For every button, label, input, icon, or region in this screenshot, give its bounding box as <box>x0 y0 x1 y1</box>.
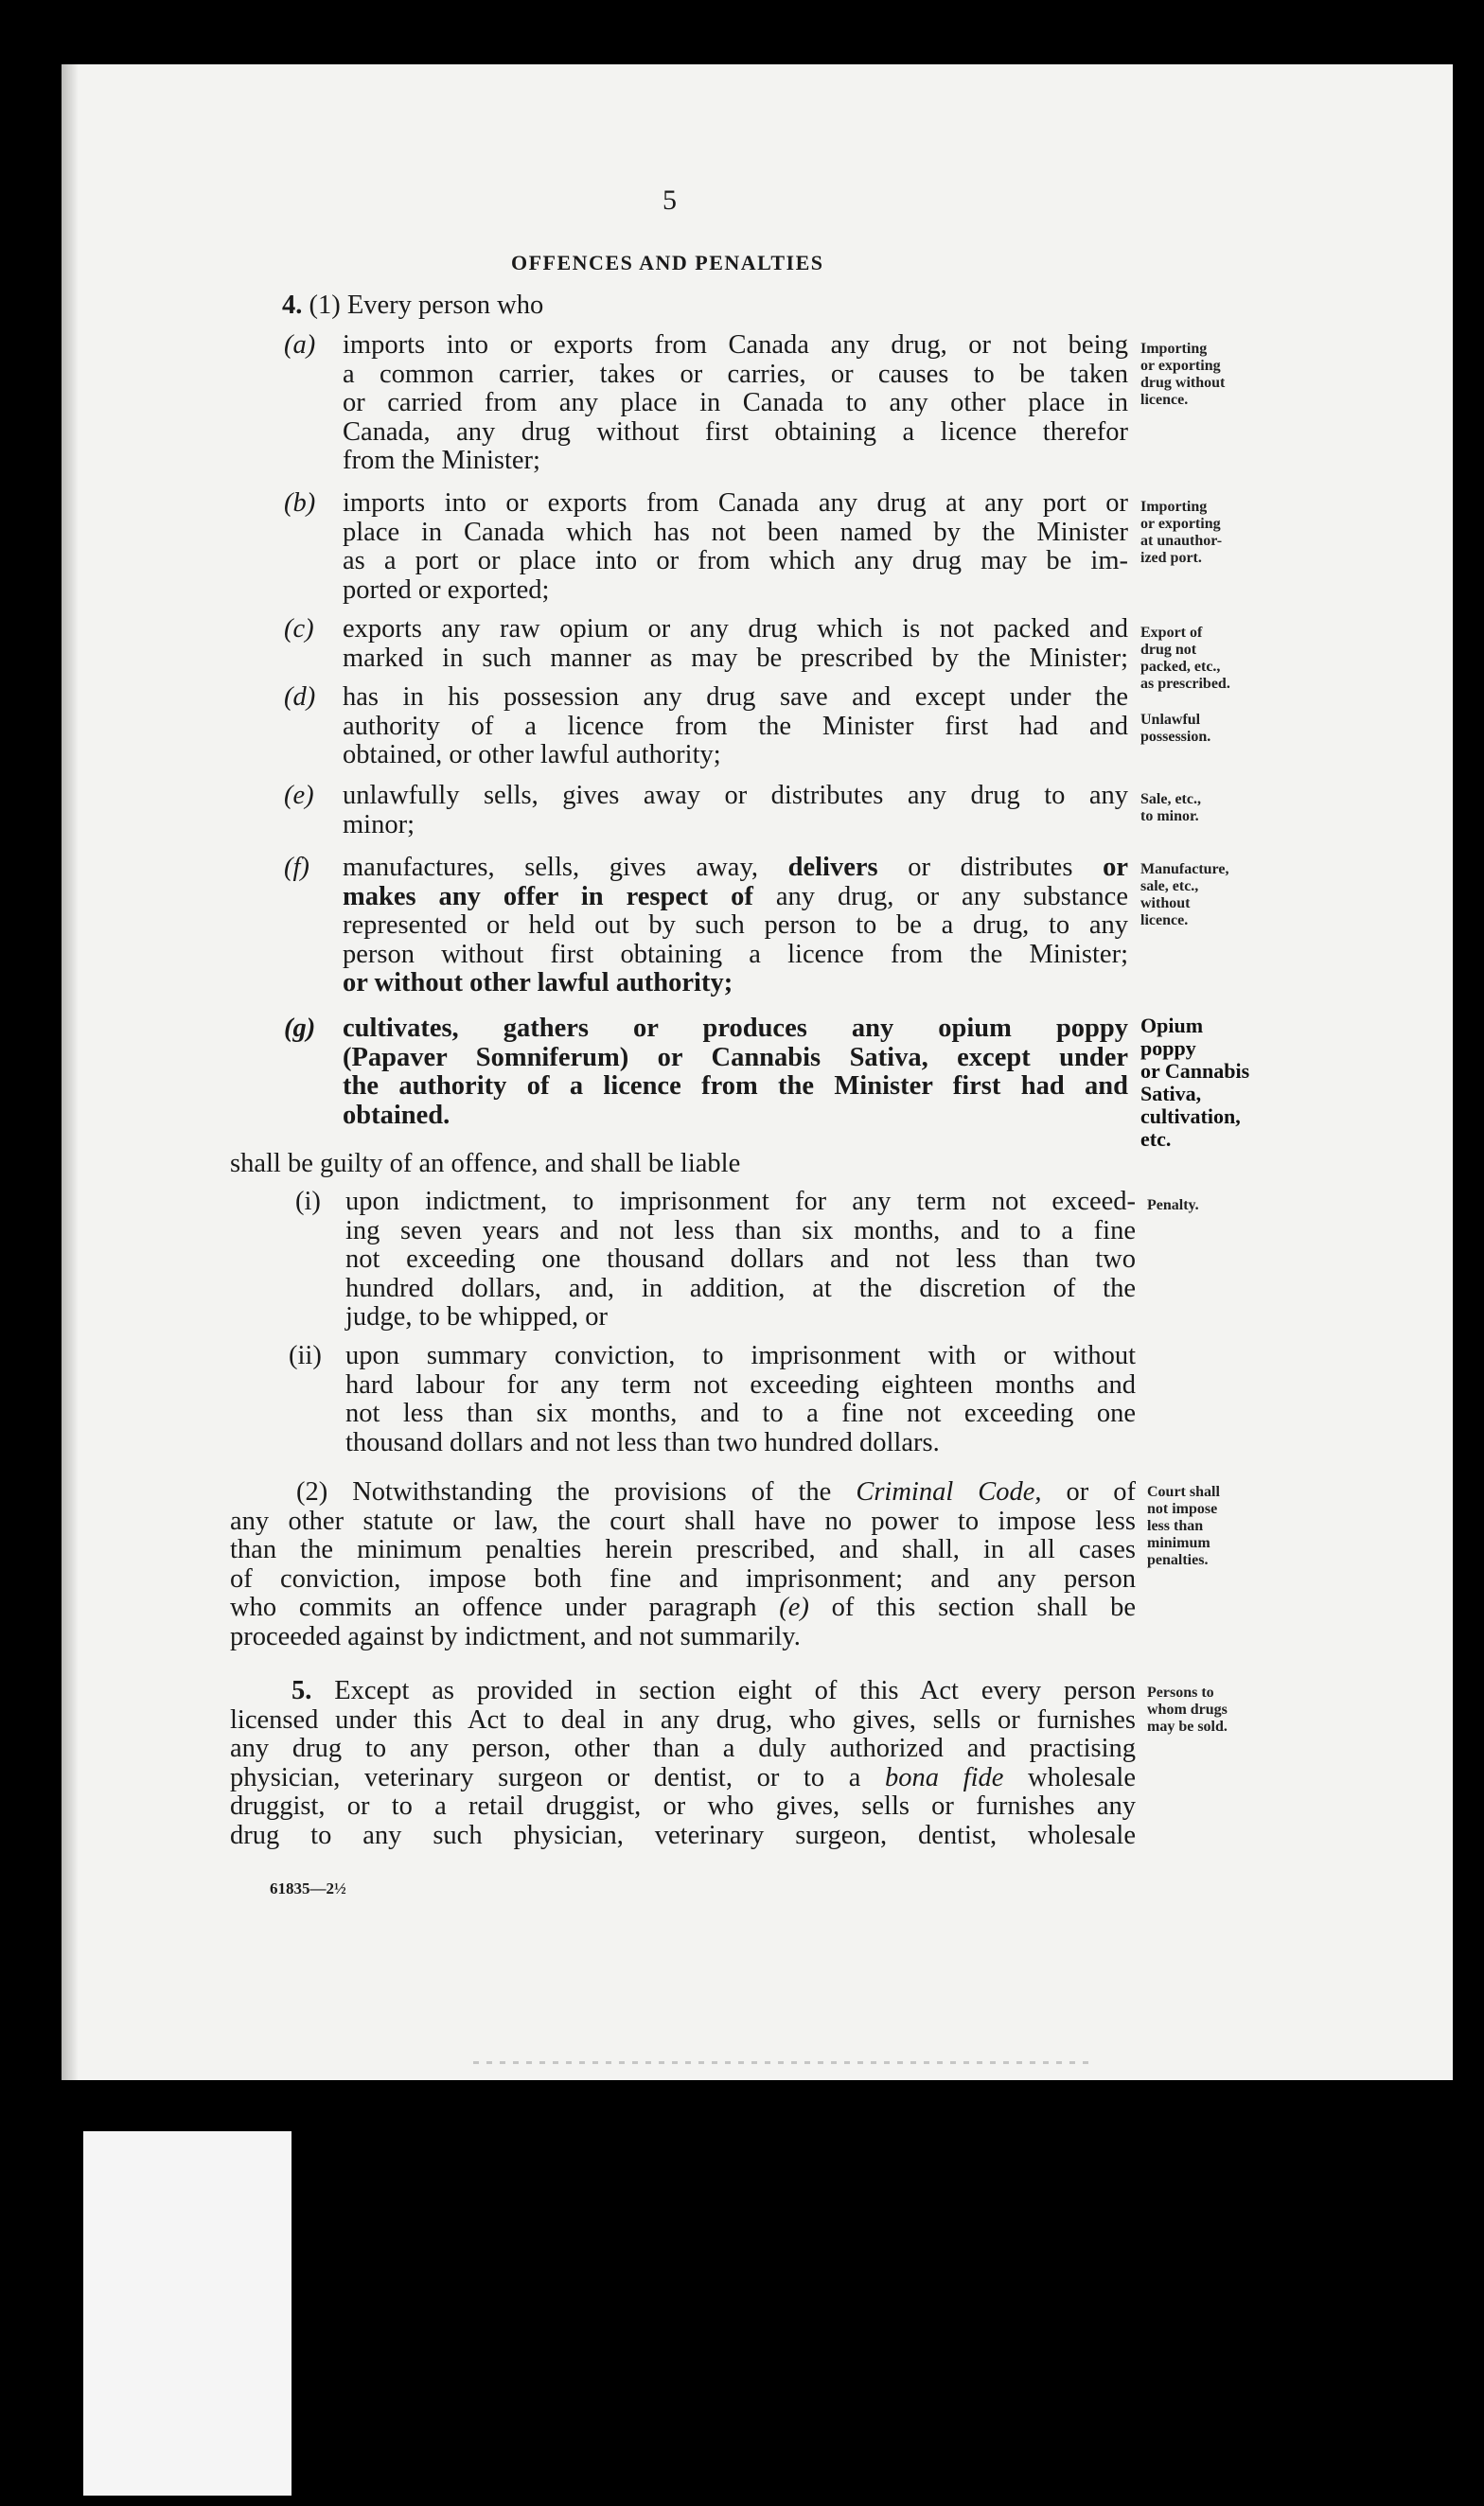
text-line: Canada, any drug without first obtaining a licence therefor <box>343 416 1128 447</box>
text-line: hundred dollars, and, in addition, at the discretion of the <box>345 1273 1136 1303</box>
scan-specks <box>473 2061 1088 2064</box>
text-line: upon summary conviction, to imprisonment with or without <box>345 1341 1136 1370</box>
text-line: minor; <box>343 809 415 839</box>
section-number: 4. <box>282 291 303 320</box>
para-d-text <box>343 683 1128 770</box>
para-e-text <box>343 782 1128 839</box>
margin-note-s5: Persons to whom drugs may be sold. <box>1147 1685 1228 1735</box>
para-b-label: (b) <box>284 488 316 518</box>
margin-note-e: Sale, etc., to minor. <box>1140 791 1201 824</box>
text-line: represented or held out by such person to be a drug, to any <box>343 910 1128 940</box>
text-line: manufactures, sells, gives away, delivers or distributes or <box>343 853 1128 882</box>
text-line: proceeded against by indictment, and not summarily. <box>230 1621 801 1651</box>
section-heading: OFFENCES AND PENALTIES <box>511 251 824 274</box>
text-line: or carried from any place in Canada to any other place in <box>343 388 1128 417</box>
penalty-ii-text <box>345 1342 1136 1457</box>
text-line: than the minimum penalties herein prescribed, and shall, in all cases <box>230 1535 1136 1564</box>
text-line: licensed under this Act to deal in any drug, who gives, sells or furnishes <box>230 1704 1136 1735</box>
text-line: thousand dollars and not less than two hundred dollars. <box>345 1427 940 1457</box>
text-line: the authority of a licence from the Minister first had and <box>343 1071 1128 1101</box>
text-line: not exceeding one thousand dollars and not less than two <box>345 1244 1136 1274</box>
margin-note-b: Importing or exporting at unauthor- ized port. <box>1140 499 1223 566</box>
text-line: hard labour for any term not exceeding eighteen months and <box>345 1369 1136 1400</box>
para-a-label: (a) <box>284 330 316 360</box>
text-line: makes any offer in respect of any drug, or any substance <box>343 881 1128 911</box>
para-c-label: (c) <box>284 614 314 644</box>
para-a-text <box>343 331 1128 476</box>
text-line: 5. Except as provided in section eight of this Act every person <box>292 1676 1136 1705</box>
margin-note-c: Export of drug not packed, etc., as prescribed. <box>1140 625 1230 692</box>
para-g-text <box>343 1015 1128 1130</box>
para-f-label: (f) <box>284 853 309 882</box>
para-c-text <box>343 615 1128 673</box>
text-line: obtained, or other lawful authority; <box>343 740 721 769</box>
text-line: druggist, or to a retail druggist, or who gives, sells or furnishes any <box>230 1791 1136 1821</box>
margin-note-d: Unlawful possession. <box>1140 712 1211 745</box>
text-line: imports into or exports from Canada any drug at any port or <box>343 488 1128 518</box>
margin-note-a: Importing or exporting drug without licence. <box>1140 341 1226 408</box>
page-number: 5 <box>662 185 677 216</box>
penalty-ii-label: (ii) <box>289 1341 322 1370</box>
text-line: drug to any such physician, veterinary surgeon, dentist, wholesale <box>230 1820 1136 1850</box>
footer-code: 61835—2½ <box>270 1880 346 1897</box>
liable-line: shall be guilty of an offence, and shall be liable <box>230 1149 741 1178</box>
text-line: who commits an offence under paragraph (e) of this section shall be <box>230 1593 1136 1622</box>
para-e-label: (e) <box>284 781 314 810</box>
text-line: obtained. <box>343 1100 450 1130</box>
para-d-label: (d) <box>284 682 316 712</box>
text-line: place in Canada which has not been named by the Minister <box>343 517 1128 547</box>
text-line: not less than six months, and to a fine not exceeding one <box>345 1399 1136 1428</box>
text-line: (Papaver Somniferum) or Cannabis Sativa, except under <box>343 1042 1128 1072</box>
para-g-label: (g) <box>284 1014 316 1043</box>
penalty-i-text <box>345 1188 1136 1332</box>
text-line: authority of a licence from the Minister first had and <box>343 711 1128 741</box>
text-line: unlawfully sells, gives away or distributes any drug to any <box>343 781 1128 810</box>
text-line: imports into or exports from Canada any drug, or not being <box>343 330 1128 360</box>
margin-note-penalty: Penalty. <box>1147 1197 1199 1213</box>
section-5-number: 5. <box>292 1676 312 1705</box>
text-line: judge, to be whipped, or <box>345 1302 609 1332</box>
text-line: person without first obtaining a licence from the Minister; <box>343 939 1128 969</box>
intro-text: (1) Every person who <box>309 291 544 320</box>
white-slip <box>83 2131 292 2496</box>
page-edge-shadow <box>62 64 79 2080</box>
penalty-i-label: (i) <box>295 1187 321 1216</box>
text-line: or without other lawful authority; <box>343 968 733 997</box>
section-4-intro <box>282 291 543 321</box>
text-line: any other statute or law, the court shall have no power to impose less <box>230 1506 1136 1536</box>
subsection-2 <box>230 1478 1136 1651</box>
text-line: as a port or place into or from which any drug may be im- <box>343 546 1128 575</box>
text-line: cultivates, gathers or produces any opium poppy <box>343 1014 1128 1043</box>
margin-note-court: Court shall not impose less than minimum penalties. <box>1147 1484 1220 1568</box>
section-5 <box>230 1677 1136 1850</box>
text-line: ported or exported; <box>343 574 550 605</box>
text-line: (2) Notwithstanding the provisions of the Criminal Code, or of <box>296 1477 1136 1507</box>
margin-note-g: Opium poppy or Cannabis Sativa, cultivation, etc. <box>1140 1014 1250 1151</box>
text-line: from the Minister; <box>343 446 540 475</box>
para-f-text <box>343 854 1128 998</box>
text-line: upon indictment, to imprisonment for any term not exceed- <box>345 1187 1136 1216</box>
text-line: has in his possession any drug save and except under the <box>343 682 1128 712</box>
text-line: of conviction, impose both fine and imprisonment; and any person <box>230 1563 1136 1594</box>
margin-note-f: Manufacture, sale, etc., without licence. <box>1140 861 1229 928</box>
para-b-text <box>343 489 1128 605</box>
text-line: exports any raw opium or any drug which is not packed and <box>343 614 1128 644</box>
text-line: ing seven years and not less than six months, and to a fine <box>345 1215 1136 1245</box>
text-line: a common carrier, takes or carries, or causes to be taken <box>343 359 1128 389</box>
text-line: any drug to any person, other than a duly authorized and practising <box>230 1734 1136 1763</box>
text-line: physician, veterinary surgeon or dentist, or to a bona fide wholesale <box>230 1762 1136 1792</box>
text-line: marked in such manner as may be prescribed by the Minister; <box>343 643 1128 673</box>
